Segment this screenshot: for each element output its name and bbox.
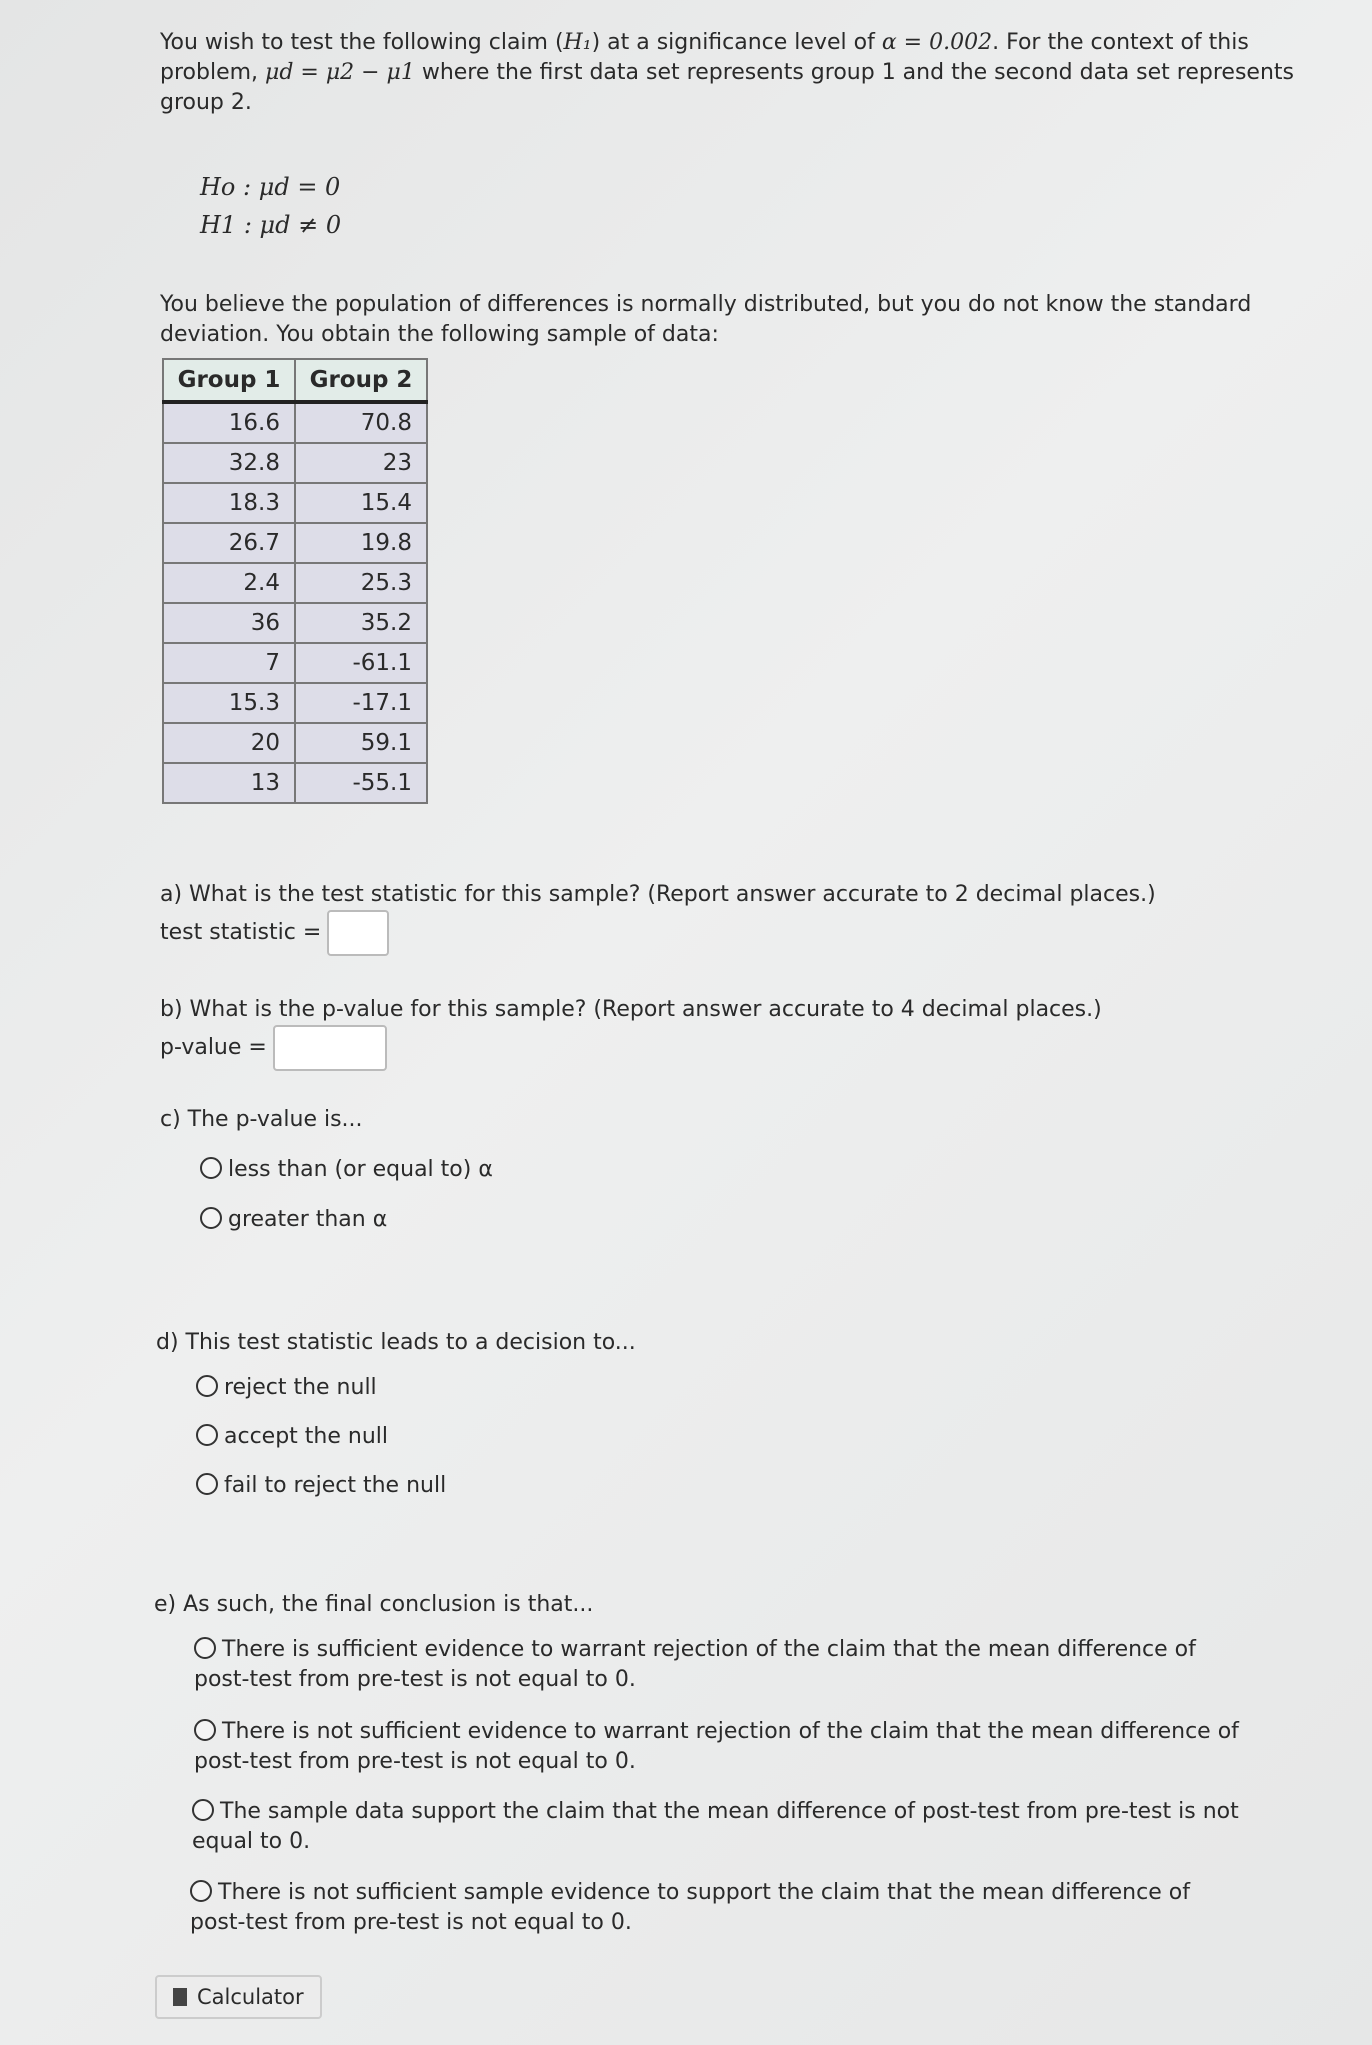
option-label: The sample data support the claim that the mean difference of post-test from pre-test is not equal to 0. bbox=[192, 1799, 1239, 1854]
table-row bbox=[163, 763, 427, 803]
table-row bbox=[163, 523, 427, 563]
data-table bbox=[162, 358, 428, 804]
option-e-3[interactable] bbox=[192, 1797, 1252, 1857]
option-label: fail to reject the null bbox=[224, 1473, 447, 1498]
mu-definition: μd = μ2 − μ1 bbox=[265, 60, 415, 85]
radio-button[interactable] bbox=[196, 1375, 218, 1397]
intro-text: where the first data set represents group 1 and the second data set represents group 2. bbox=[160, 60, 1294, 115]
option-label: There is not sufficient sample evidence to support the claim that the mean difference of post-test from pre-test is not equal to 0. bbox=[190, 1880, 1190, 1935]
group-1-cell: 16.6 bbox=[163, 402, 295, 443]
question-c: c) The p-value is... bbox=[160, 1107, 363, 1132]
radio-button[interactable] bbox=[194, 1637, 216, 1659]
calculator-icon bbox=[173, 1988, 187, 2006]
question-a: a) What is the test statistic for this sample? (Report answer accurate to 2 decimal places.) bbox=[160, 882, 1156, 907]
group-2-cell: -61.1 bbox=[295, 643, 427, 683]
h1-symbol: H₁ bbox=[563, 30, 592, 55]
radio-button[interactable] bbox=[196, 1424, 218, 1446]
option-label: reject the null bbox=[224, 1375, 377, 1400]
table-row bbox=[163, 643, 427, 683]
option-label: There is sufficient evidence to warrant rejection of the claim that the mean difference of post-test from pre-test is not equal to 0. bbox=[194, 1637, 1196, 1692]
table-row bbox=[163, 443, 427, 483]
group-2-cell: 15.4 bbox=[295, 483, 427, 523]
header-group-1: Group 1 bbox=[163, 359, 295, 402]
radio-button[interactable] bbox=[192, 1799, 214, 1821]
group-2-cell: 23 bbox=[295, 443, 427, 483]
table-row bbox=[163, 683, 427, 723]
question-b: b) What is the p-value for this sample? (Report answer accurate to 4 decimal places.) bbox=[160, 997, 1102, 1022]
option-e-2[interactable] bbox=[194, 1717, 1254, 1777]
intro-text: . For the context of this problem, bbox=[160, 30, 1249, 85]
option-label: less than (or equal to) α bbox=[228, 1157, 493, 1182]
group-2-cell: 25.3 bbox=[295, 563, 427, 603]
problem-intro bbox=[160, 28, 1340, 118]
test-statistic-input[interactable] bbox=[327, 910, 389, 956]
group-2-cell: 35.2 bbox=[295, 603, 427, 643]
test-statistic-label: test statistic = bbox=[160, 920, 322, 945]
group-1-cell: 36 bbox=[163, 603, 295, 643]
group-1-cell: 13 bbox=[163, 763, 295, 803]
belief-text: You believe the population of differences is normally distributed, but you do not know the standard deviation. You obtain the following sample of data: bbox=[160, 292, 1252, 347]
option-e-1[interactable] bbox=[194, 1635, 1254, 1695]
radio-button[interactable] bbox=[196, 1473, 218, 1495]
radio-button[interactable] bbox=[190, 1880, 212, 1902]
alternative-hypothesis: H1 : μd ≠ 0 bbox=[200, 211, 342, 239]
option-d-accept[interactable] bbox=[196, 1422, 796, 1452]
option-label: There is not sufficient evidence to warrant rejection of the claim that the mean difference of post-test from pre-test is not equal to 0. bbox=[194, 1719, 1239, 1774]
p-value-label: p-value = bbox=[160, 1035, 267, 1060]
group-1-cell: 2.4 bbox=[163, 563, 295, 603]
radio-button[interactable] bbox=[200, 1207, 222, 1229]
radio-button[interactable] bbox=[200, 1157, 222, 1179]
calculator-button[interactable] bbox=[155, 1975, 322, 2019]
option-d-reject[interactable] bbox=[196, 1373, 796, 1403]
group-1-cell: 26.7 bbox=[163, 523, 295, 563]
group-1-cell: 15.3 bbox=[163, 683, 295, 723]
group-2-cell: 19.8 bbox=[295, 523, 427, 563]
group-1-cell: 20 bbox=[163, 723, 295, 763]
group-1-cell: 32.8 bbox=[163, 443, 295, 483]
intro-text: ) at a significance level of bbox=[591, 30, 882, 55]
table-row bbox=[163, 603, 427, 643]
question-e: e) As such, the final conclusion is that... bbox=[154, 1592, 594, 1617]
group-1-cell: 18.3 bbox=[163, 483, 295, 523]
alpha-value: α = 0.002 bbox=[881, 30, 993, 55]
option-d-fail-to-reject[interactable] bbox=[196, 1471, 796, 1501]
option-label: greater than α bbox=[228, 1207, 388, 1232]
option-label: accept the null bbox=[224, 1424, 389, 1449]
group-2-cell: 59.1 bbox=[295, 723, 427, 763]
table-row bbox=[163, 483, 427, 523]
group-2-cell: 70.8 bbox=[295, 402, 427, 443]
group-2-cell: -55.1 bbox=[295, 763, 427, 803]
radio-button[interactable] bbox=[194, 1719, 216, 1741]
table-row bbox=[163, 402, 427, 443]
group-1-cell: 7 bbox=[163, 643, 295, 683]
intro-text: You wish to test the following claim ( bbox=[160, 30, 564, 55]
option-c-greater[interactable] bbox=[200, 1205, 800, 1235]
group-2-cell: -17.1 bbox=[295, 683, 427, 723]
null-hypothesis: Ho : μd = 0 bbox=[200, 173, 341, 201]
question-d: d) This test statistic leads to a decision to... bbox=[156, 1330, 636, 1355]
calculator-label: Calculator bbox=[197, 1985, 304, 2009]
header-group-2: Group 2 bbox=[295, 359, 427, 402]
p-value-input[interactable] bbox=[273, 1025, 387, 1071]
table-row bbox=[163, 723, 427, 763]
option-c-less[interactable] bbox=[200, 1155, 800, 1185]
table-row bbox=[163, 563, 427, 603]
option-e-4[interactable] bbox=[190, 1878, 1250, 1938]
